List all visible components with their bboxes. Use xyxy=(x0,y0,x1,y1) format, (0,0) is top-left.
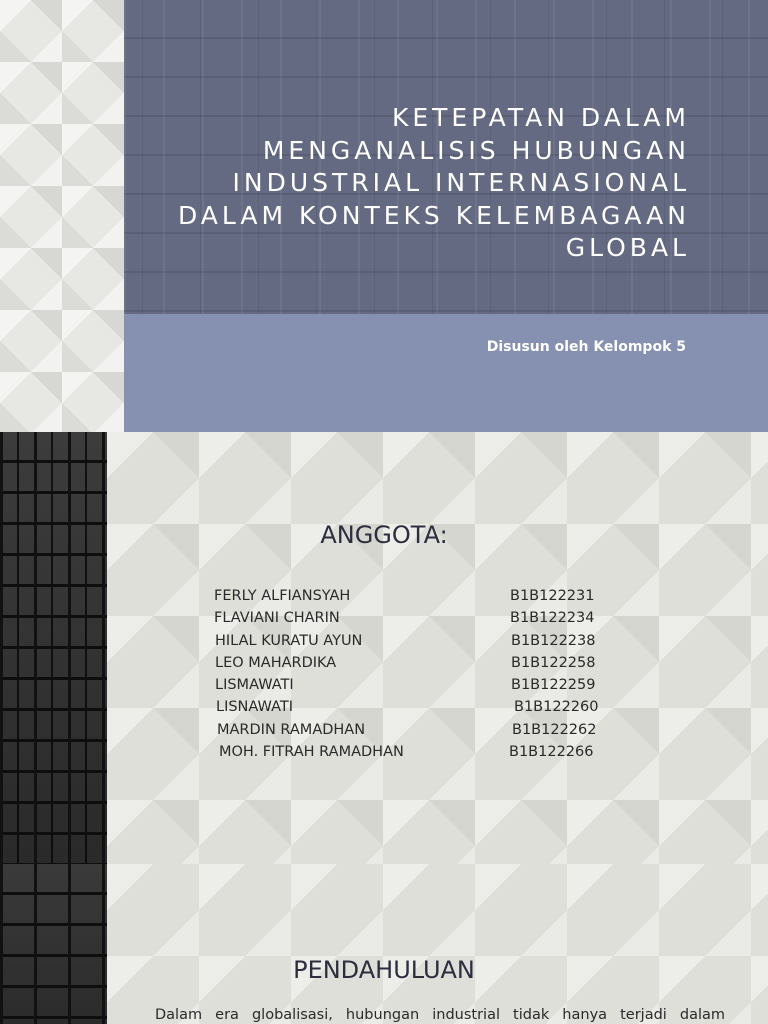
member-id: B1B122231 xyxy=(510,588,595,604)
member-name: LISMAWATI xyxy=(215,677,294,694)
member-name: MARDIN RAMADHAN xyxy=(217,721,366,738)
member-list xyxy=(214,588,599,766)
members-slide xyxy=(0,432,768,864)
member-name: FERLY ALFIANSYAH xyxy=(214,588,351,604)
intro-heading: PENDAHULUAN xyxy=(293,956,475,984)
member-id: B1B122260 xyxy=(514,699,599,716)
member-id: B1B122259 xyxy=(511,677,596,694)
left-texture-panel xyxy=(0,0,124,432)
subtitle-panel xyxy=(124,314,768,432)
member-row xyxy=(217,721,597,744)
dark-texture-panel xyxy=(0,432,107,864)
member-row xyxy=(214,588,595,610)
member-name: FLAVIANI CHARIN xyxy=(214,610,340,627)
intro-slide xyxy=(0,864,768,1024)
dark-texture-panel xyxy=(0,864,107,1024)
members-slide-body xyxy=(107,432,768,864)
member-row xyxy=(216,699,599,721)
member-id: B1B122238 xyxy=(511,632,596,649)
intro-paragraph: Dalam era globalisasi, hubungan industrial tidak hanya terjadi dalam xyxy=(155,1007,725,1023)
members-heading: ANGGOTA: xyxy=(320,521,448,549)
member-name: LISNAWATI xyxy=(216,699,294,716)
member-row xyxy=(214,610,595,632)
member-name: MOH. FITRAH RAMADHAN xyxy=(219,744,404,761)
intro-slide-body xyxy=(107,864,768,1024)
presentation-subtitle: Disusun oleh Kelompok 5 xyxy=(486,339,686,355)
member-id: B1B122258 xyxy=(511,654,596,671)
member-id: B1B122234 xyxy=(510,610,595,627)
member-id: B1B122262 xyxy=(512,721,597,738)
member-name: HILAL KURATU AYUN xyxy=(215,632,363,649)
title-slide xyxy=(0,0,768,432)
member-row xyxy=(215,632,596,655)
member-name: LEO MAHARDIKA xyxy=(215,654,337,671)
member-row xyxy=(215,654,596,677)
presentation-title: KETEPATAN DALAM MENGANALISIS HUBUNGAN INDUSTRIAL INTERNASIONAL DALAM KONTEKS KELEMBAGAAN GLOBAL xyxy=(178,103,690,262)
member-row xyxy=(215,677,596,699)
member-id: B1B122266 xyxy=(509,744,594,761)
